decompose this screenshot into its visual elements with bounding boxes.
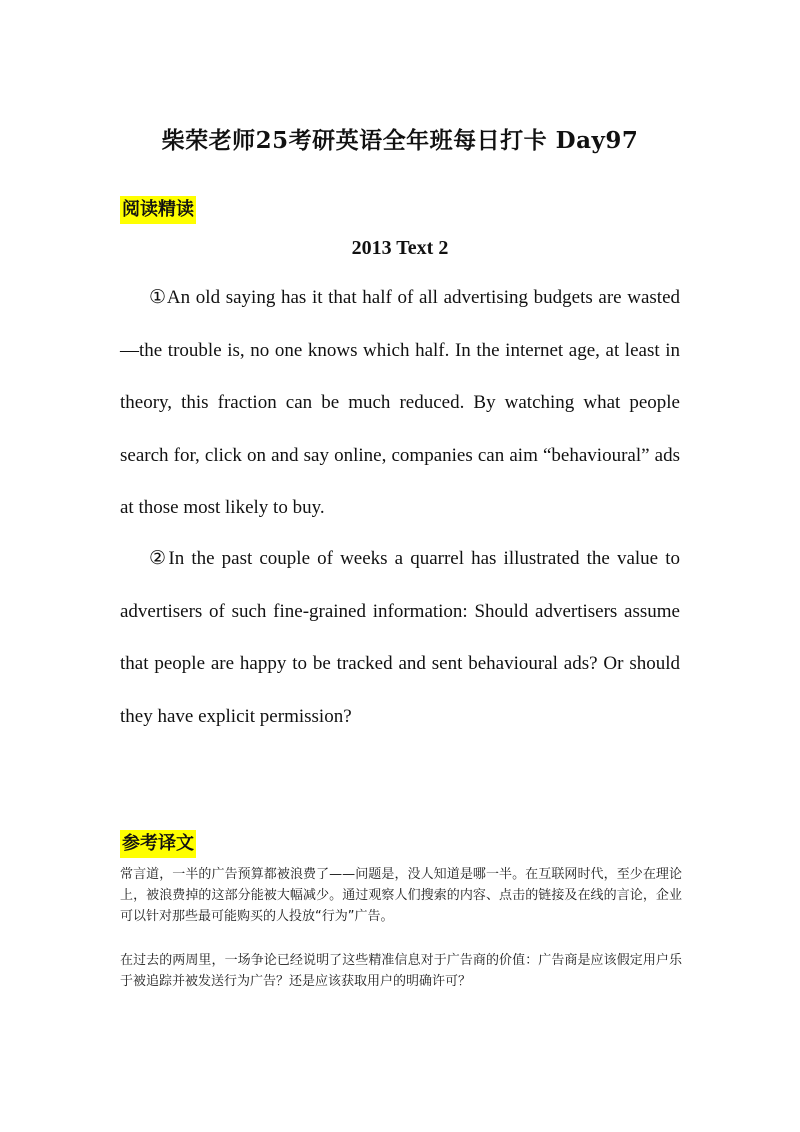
page-title: 柴荣老师25考研英语全年班每日打卡 Day97 xyxy=(161,127,639,154)
reading-section-label: 阅读精读 xyxy=(120,196,196,224)
translation-paragraph-2: 在过去的两周里，一场争论已经说明了这些精准信息对于广告商的价值：广告商是应该假定用户乐于被追踪并被发送行为广告？还是应该获取用户的明确许可？ xyxy=(120,953,682,989)
translation-paragraph-1: 常言道，一半的广告预算都被浪费了——问题是，没人知道是哪一半。在互联网时代，至少在理论上，被浪费掉的这部分能被大幅减少。通过观察人们搜索的内容、点击的链接及在线的言论，企业可以针对那些最可能购买的人投放“行为”广告。 xyxy=(120,867,682,924)
passage-paragraph-2: ②In the past couple of weeks a quarrel has illustrated the value to advertisers of such fine-grained information: Should advertisers assume that people are happy to be tracked and sent behavioural ads? Or should they have explicit permission? xyxy=(120,548,680,727)
passage-paragraph-1: ①An old saying has it that half of all advertising budgets are wasted—the trouble is, no one knows which half. In the internet age, at least in theory, this fraction can be much reduced. By watching what people search for, click on and say online, companies can aim “behavioural” ads at those most likely to buy. xyxy=(120,287,680,518)
passage-title: 2013 Text 2 xyxy=(351,237,449,259)
translation-section-label: 参考译文 xyxy=(120,830,196,858)
